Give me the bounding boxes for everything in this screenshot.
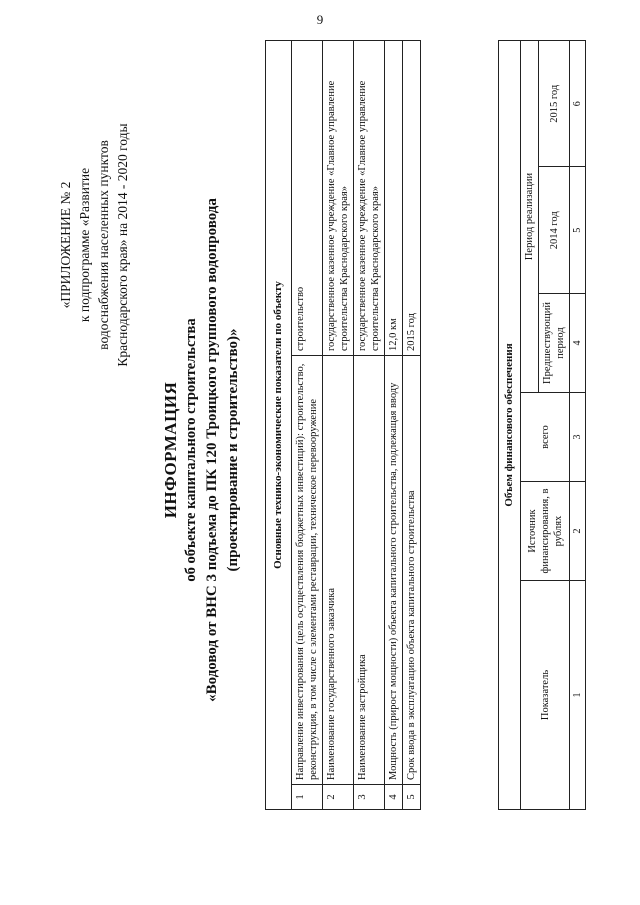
heading-title: ИНФОРМАЦИЯ — [161, 381, 180, 519]
appendix-note — [56, 40, 132, 450]
column-index: 3 — [570, 393, 586, 482]
header-indicator: Показатель — [521, 581, 570, 810]
document-heading — [160, 20, 244, 880]
header-year-2014: 2014 год — [539, 167, 570, 294]
header-year-2015: 2015 год — [539, 41, 570, 168]
fin-header-row — [521, 41, 539, 810]
row-number: 3 — [354, 785, 385, 810]
row-label: Направление инвестирования (цель осуществления бюджетных инвестиций): строительство, реконструкция, в том числе с элементами реставрации, техническое перевооружение — [292, 356, 323, 785]
row-label: Наименование застройщика — [354, 356, 385, 785]
financing-table — [498, 40, 586, 810]
row-label: Мощность (прирост мощности) объекта капитального строительства, подлежащая вводу — [385, 356, 403, 785]
tech-section-row — [266, 41, 292, 810]
table-row — [354, 41, 385, 810]
table-row — [323, 41, 354, 810]
fin-section-row — [499, 41, 521, 810]
fin-section-title: Объем финансового обеспечения — [499, 41, 521, 810]
column-index: 1 — [570, 581, 586, 810]
row-value: государственное казенное учреждение «Главное управление строительства Краснодарского края» — [354, 41, 385, 356]
column-index: 6 — [570, 41, 586, 168]
heading-subtitle: об объекте капитального строительства — [183, 318, 199, 582]
row-value: 12,0 км — [385, 41, 403, 356]
header-period: Период реализации — [521, 41, 539, 393]
table-row — [385, 41, 403, 810]
column-index: 4 — [570, 294, 586, 393]
appendix-line-2: к подпрограмме «Развитие — [77, 167, 92, 323]
heading-object-name-cont: (проектирование и строительство)» — [225, 328, 241, 572]
column-index-row — [570, 41, 586, 810]
row-label: Срок ввода в эксплуатацию объекта капитального строительства — [403, 356, 421, 785]
row-number: 4 — [385, 785, 403, 810]
row-number: 2 — [323, 785, 354, 810]
row-number: 1 — [292, 785, 323, 810]
table-row — [292, 41, 323, 810]
heading-object-name: «Водовод от ВНС 3 подъема до ПК 120 Троицкого группового водопровода — [204, 198, 220, 702]
row-value: государственное казенное учреждение «Главное управление строительства Краснодарского края» — [323, 41, 354, 356]
header-source: Источник финансирования, в рублях — [521, 482, 570, 581]
page-number: 9 — [316, 12, 324, 27]
table-row — [403, 41, 421, 810]
column-index: 2 — [570, 482, 586, 581]
rotated-sheet — [50, 20, 605, 880]
appendix-line-3: водоснабжения населенных пунктов — [96, 140, 111, 350]
appendix-line-1: «ПРИЛОЖЕНИЕ № 2 — [58, 181, 73, 309]
appendix-line-4: Краснодарского края» на 2014 - 2020 годы — [115, 123, 130, 367]
header-total: всего — [521, 393, 570, 482]
tech-section-title: Основные технико-экономические показатели по объекту — [266, 41, 292, 810]
row-value: 2015 год — [403, 41, 421, 356]
tech-indicators-table — [265, 40, 421, 810]
row-number: 5 — [403, 785, 421, 810]
header-previous-period: Предшествующий период — [539, 294, 570, 393]
row-label: Наименование государственного заказчика — [323, 356, 354, 785]
column-index: 5 — [570, 167, 586, 294]
row-value: строительство — [292, 41, 323, 356]
